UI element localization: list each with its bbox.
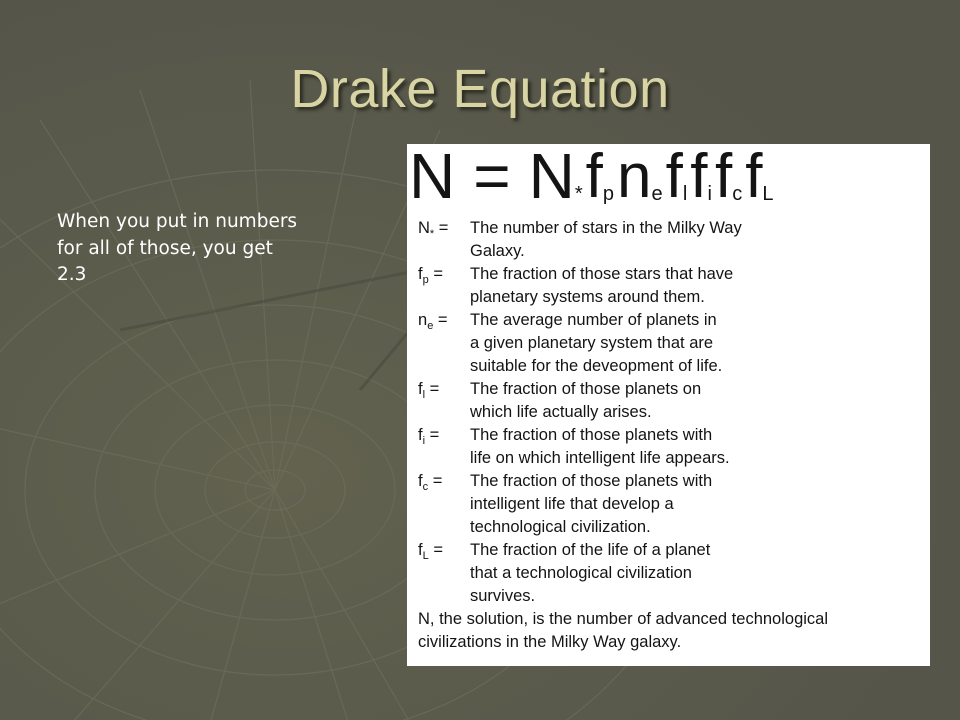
- definition-symbol: $f_p$ =: [418, 265, 443, 286]
- equation-lhs: N: [409, 140, 456, 212]
- definition-text: The fraction of those planets with intelligent life that develop a technological civilization.: [470, 472, 713, 536]
- definition-text: The number of stars in the Milky Way Galaxy.: [470, 219, 742, 260]
- equation-term-sub: p: [602, 183, 614, 205]
- definition-item: [418, 539, 923, 608]
- equation-term-base: n: [616, 142, 652, 211]
- equation-term-sub: *: [574, 183, 583, 205]
- equation-term-base: f: [585, 142, 603, 211]
- body-line: When you put in numbers: [57, 211, 298, 232]
- equation-term-base: N: [528, 140, 575, 212]
- equation-term-sub: l: [682, 183, 688, 205]
- slide-title: Drake Equation: [290, 59, 670, 119]
- equation-term-base: f: [690, 142, 708, 211]
- equation-term-base: f: [745, 142, 763, 211]
- solution-text: N, the solution, is the number of advanced technological civilizations in the Milky Way galaxy.: [418, 610, 829, 651]
- definition-symbol: $f_c$ =: [418, 472, 443, 493]
- slide-body-text: [57, 209, 387, 289]
- drake-equation-formula: [409, 140, 777, 212]
- body-line: 2.3: [57, 264, 87, 285]
- body-line: for all of those, you get: [57, 237, 273, 259]
- definition-item: [418, 378, 923, 424]
- equation-term-sub: c: [732, 183, 743, 205]
- definitions-list: [418, 217, 923, 654]
- definition-item: [418, 424, 923, 470]
- definition-item: [418, 309, 923, 378]
- definition-item: [418, 263, 923, 309]
- definition-text: The fraction of the life of a planet that a technological civilization survives.: [470, 541, 711, 605]
- definition-text: The fraction of those planets on which life actually arises.: [470, 380, 702, 421]
- definition-text: The fraction of those planets with life on which intelligent life appears.: [470, 426, 730, 467]
- equation-term-sub: L: [762, 183, 774, 205]
- equation-term-sub: e: [651, 183, 663, 205]
- definition-symbol: $f_L$ =: [418, 541, 443, 562]
- equation-term-base: f: [665, 142, 683, 211]
- definition-text: The fraction of those stars that have planetary systems around them.: [470, 265, 734, 306]
- equation-term-base: f: [714, 142, 733, 211]
- equation-term-sub: i: [707, 183, 712, 205]
- definition-symbol: $f_l$ =: [418, 380, 440, 401]
- definition-symbol: $f_i$ =: [418, 426, 440, 447]
- definition-symbol: $n_e$ =: [418, 311, 448, 332]
- definition-text: The average number of planets in a given planetary system that are suitable for the deveopment of life.: [470, 311, 723, 375]
- equation-equals: =: [473, 140, 511, 212]
- definition-symbol: $N_*$ =: [418, 219, 449, 240]
- definition-item: [418, 470, 923, 539]
- drake-equation-image: [407, 140, 930, 666]
- definition-item: [418, 217, 923, 263]
